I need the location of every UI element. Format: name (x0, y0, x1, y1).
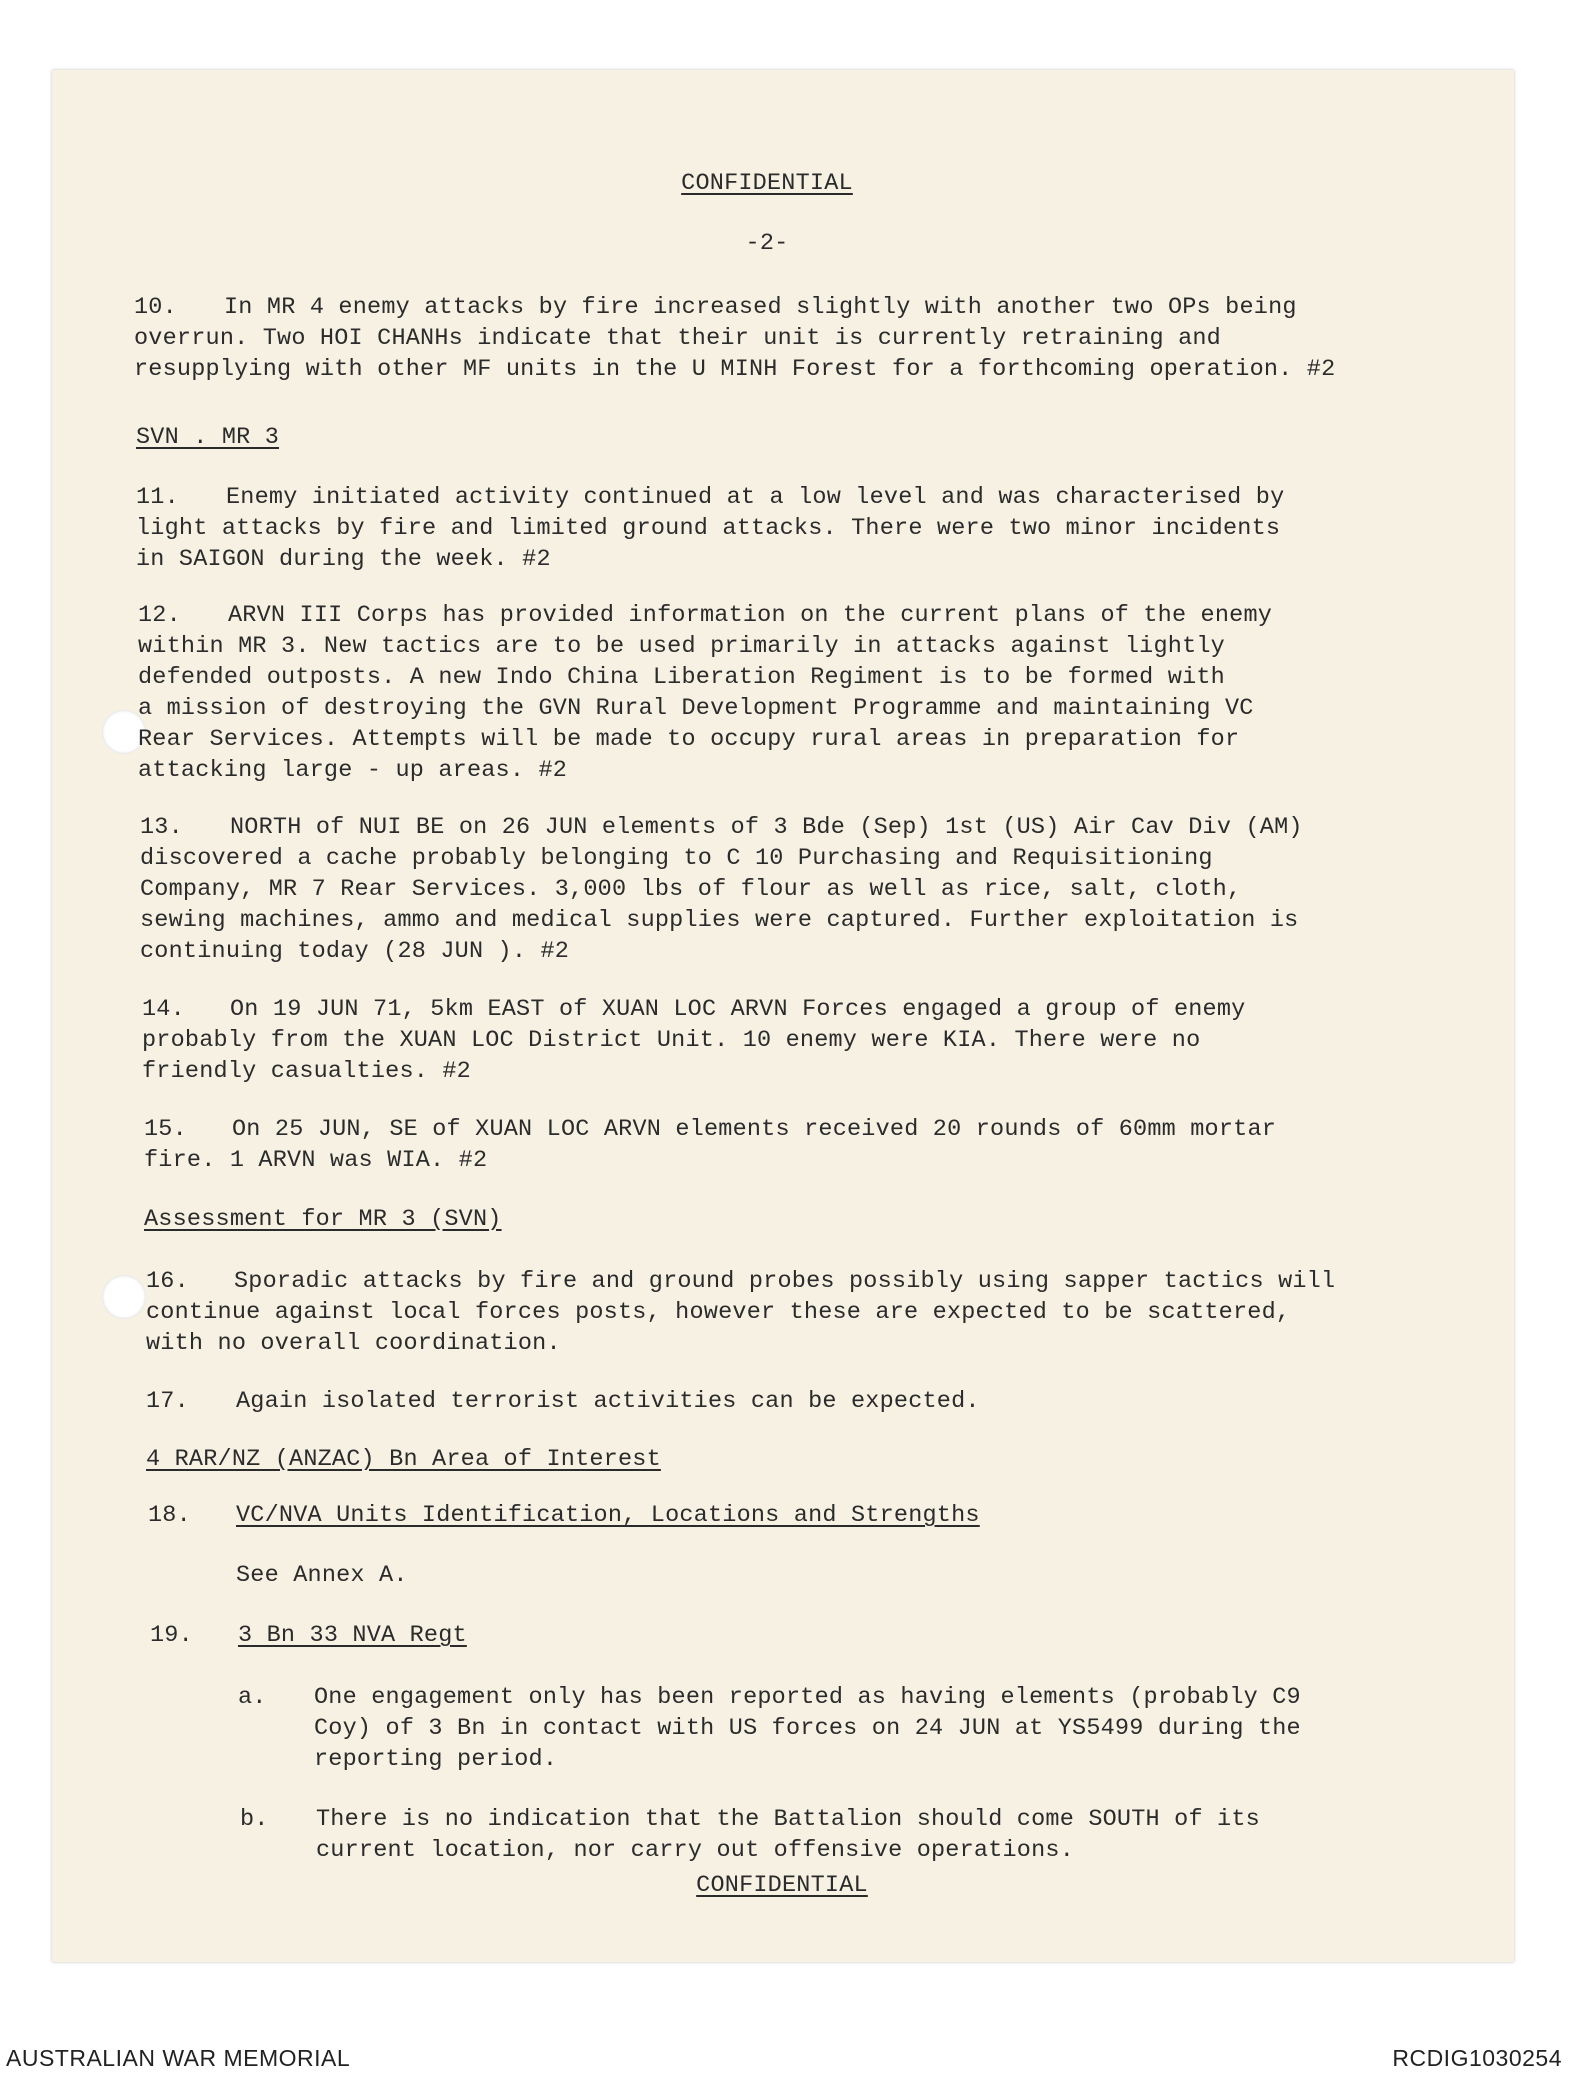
subparagraph-line: Coy) of 3 Bn in contact with US forces on 24 JUN at YS5499 during the (314, 1715, 1301, 1742)
paragraph-number: 16. (146, 1268, 189, 1295)
archive-institution: AUSTRALIAN WAR MEMORIAL (6, 2045, 351, 2071)
classification-footer: CONFIDENTIAL (696, 1872, 868, 1899)
paragraph-line: in SAIGON during the week. #2 (136, 546, 551, 573)
paragraph-line: continue against local forces posts, however these are expected to be scattered, (146, 1299, 1291, 1326)
paragraph-number: 14. (142, 996, 185, 1023)
paragraph-line: ARVN III Corps has provided information on the current plans of the enemy (228, 602, 1273, 629)
paragraph-number: 15. (144, 1116, 187, 1143)
paragraph-line: Enemy initiated activity continued at a low level and was characterised by (226, 484, 1285, 511)
paragraph-line: Company, MR 7 Rear Services. 3,000 lbs of flour as well as rice, salt, cloth, (140, 876, 1242, 903)
paragraph-line: In MR 4 enemy attacks by fire increased slightly with another two OPs being (224, 294, 1297, 321)
paragraph-number: 10. (134, 294, 177, 321)
archive-reference: RCDIG1030254 (1392, 2045, 1562, 2071)
document-page (52, 70, 1514, 1962)
paragraph-line: Sporadic attacks by fire and ground probes possibly using sapper tactics will (234, 1268, 1336, 1295)
paragraph-line: On 25 JUN, SE of XUAN LOC ARVN elements received 20 rounds of 60mm mortar (232, 1116, 1277, 1143)
subparagraph-line: One engagement only has been reported as having elements (probably C9 (314, 1684, 1301, 1711)
subparagraph-line: current location, nor carry out offensive operations. (316, 1837, 1075, 1864)
paragraph-line: Again isolated terrorist activities can be expected. (236, 1388, 980, 1415)
paragraph-number: 17. (146, 1388, 189, 1415)
subparagraph-letter: a. (238, 1684, 267, 1711)
paragraph-number: 18. (148, 1502, 191, 1529)
paragraph-number: 19. (150, 1622, 193, 1649)
paragraph-line: within MR 3. New tactics are to be used primarily in attacks against lightly (138, 633, 1225, 660)
paragraph-number: 13. (140, 814, 183, 841)
sub-heading: 3 Bn 33 NVA Regt (238, 1622, 467, 1649)
paragraph-line: fire. 1 ARVN was WIA. #2 (144, 1147, 488, 1174)
paragraph-line: with no overall coordination. (146, 1330, 561, 1357)
paragraph-line: probably from the XUAN LOC District Unit. 10 enemy were KIA. There were no (142, 1027, 1201, 1054)
classification-header: CONFIDENTIAL (681, 170, 853, 197)
section-heading: 4 RAR/NZ (ANZAC) Bn Area of Interest (146, 1446, 661, 1473)
subparagraph-line: There is no indication that the Battalion should come SOUTH of its (316, 1806, 1260, 1833)
paragraph-line: overrun. Two HOI CHANHs indicate that their unit is currently retraining and (134, 325, 1221, 352)
paragraph-number: 12. (138, 602, 181, 629)
paragraph-line: defended outposts. A new Indo China Liberation Regiment is to be formed with (138, 664, 1225, 691)
subparagraph-line: reporting period. (314, 1746, 558, 1773)
paragraph-line: Rear Services. Attempts will be made to occupy rural areas in preparation for (138, 726, 1240, 753)
paragraph-line: sewing machines, ammo and medical supplies were captured. Further exploitation is (140, 907, 1299, 934)
sub-heading: VC/NVA Units Identification, Locations and Strengths (236, 1502, 980, 1529)
paragraph-line: attacking large - up areas. #2 (138, 757, 568, 784)
section-heading: SVN . MR 3 (136, 424, 280, 451)
paragraph-line: discovered a cache probably belonging to C 10 Purchasing and Requisitioning (140, 845, 1213, 872)
page-number: -2- (745, 230, 789, 257)
punch-hole (102, 1275, 146, 1319)
paragraph-line: continuing today (28 JUN ). #2 (140, 938, 570, 965)
paragraph-line: resupplying with other MF units in the U MINH Forest for a forthcoming operation. #2 (134, 356, 1336, 383)
paragraph-number: 11. (136, 484, 179, 511)
subparagraph-letter: b. (240, 1806, 269, 1833)
paragraph-line: See Annex A. (236, 1562, 408, 1589)
section-heading: Assessment for MR 3 (SVN) (144, 1206, 502, 1233)
paragraph-line: NORTH of NUI BE on 26 JUN elements of 3 Bde (Sep) 1st (US) Air Cav Div (AM) (230, 814, 1303, 841)
paragraph-line: a mission of destroying the GVN Rural Development Programme and maintaining VC (138, 695, 1254, 722)
paragraph-line: On 19 JUN 71, 5km EAST of XUAN LOC ARVN Forces engaged a group of enemy (230, 996, 1246, 1023)
paragraph-line: friendly casualties. #2 (142, 1058, 471, 1085)
paragraph-line: light attacks by fire and limited ground attacks. There were two minor incidents (136, 515, 1281, 542)
